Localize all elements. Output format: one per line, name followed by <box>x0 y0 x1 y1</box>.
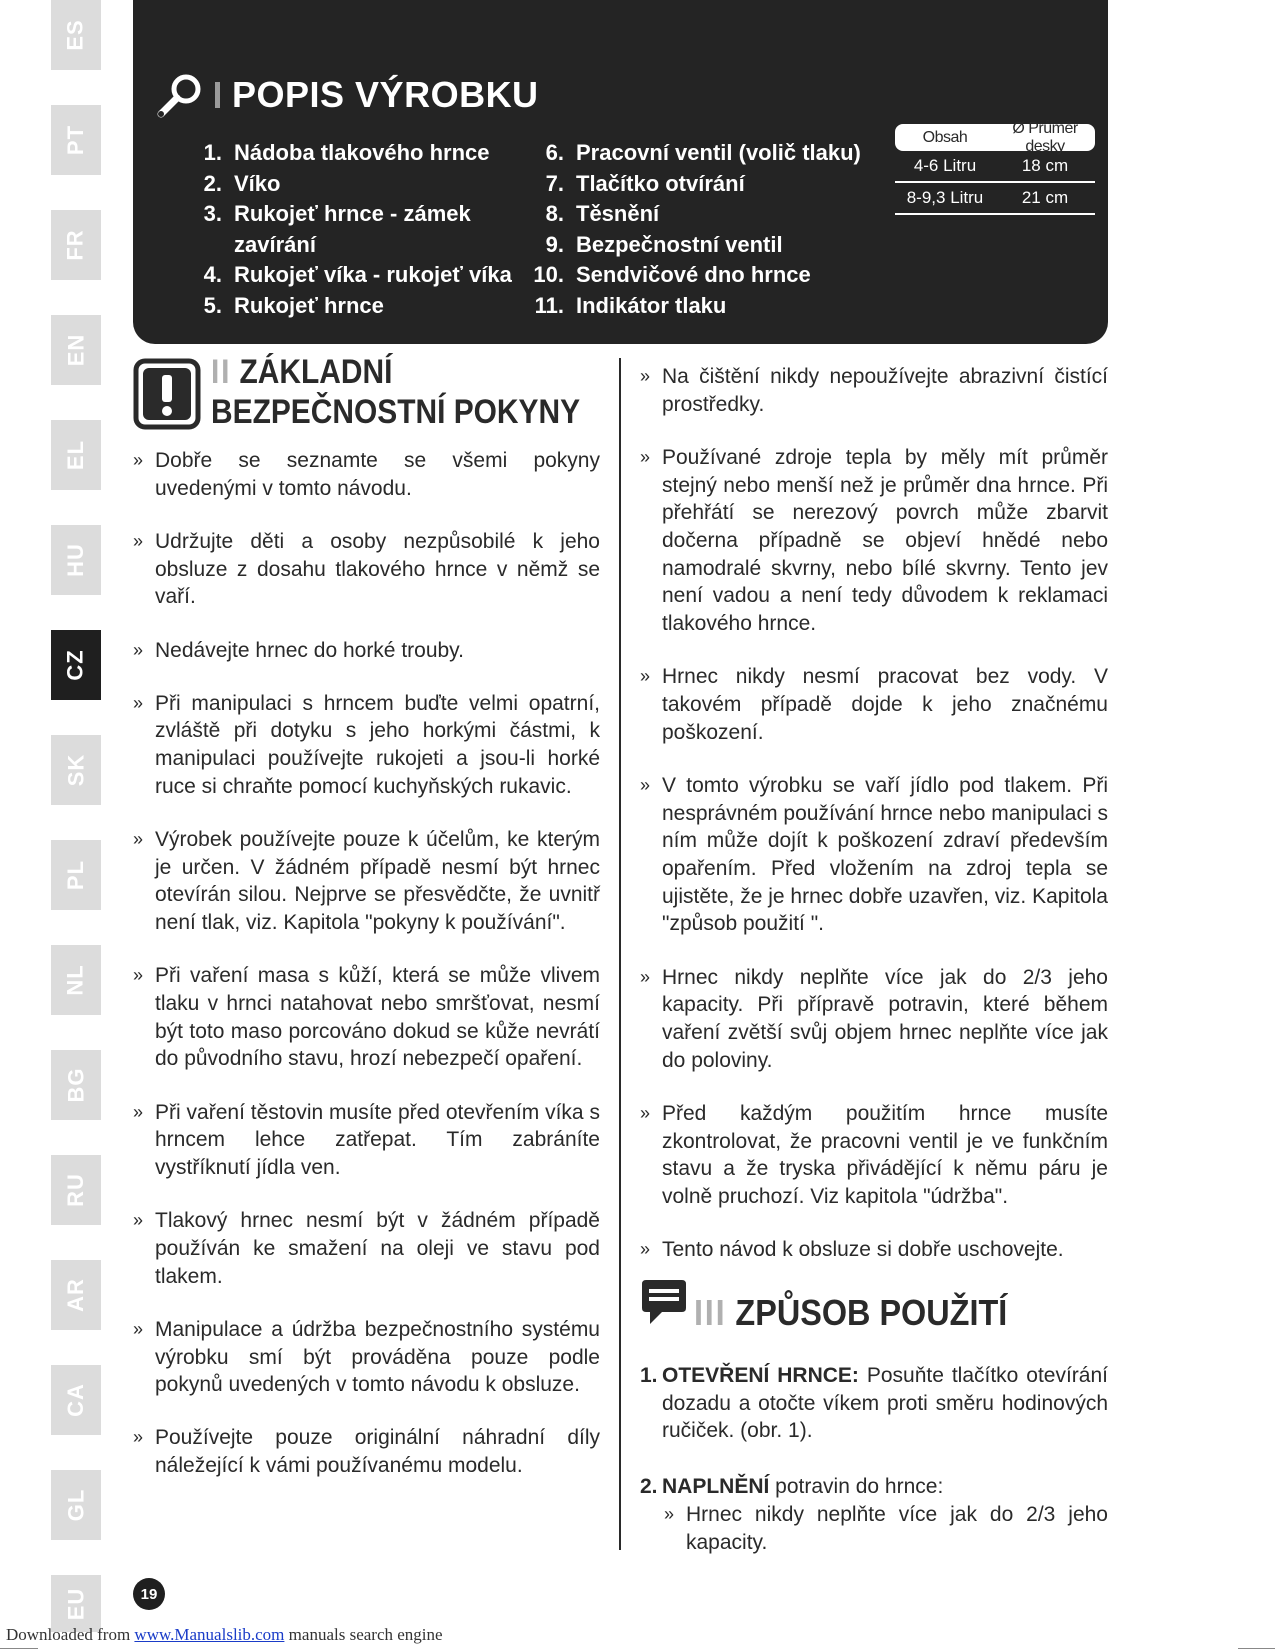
language-tab-label: SK <box>63 753 88 787</box>
language-tab-es[interactable] <box>51 0 101 70</box>
language-tab-label: EN <box>63 333 88 367</box>
usage-step-2-bullet: » Hrnec nikdy neplňte více jak do 2/3 jeho kapacity. <box>664 1501 1108 1556</box>
part-item <box>188 199 512 230</box>
parts-list-right <box>530 138 861 321</box>
part-item <box>188 138 512 169</box>
safety-item: » Tlakový hrnec nesmí být v žádném případě používán ke smažení na oleji ve stavu pod tlakem. <box>133 1207 600 1290</box>
magnifier-icon <box>155 70 205 120</box>
language-tab-en[interactable] <box>51 315 101 385</box>
language-tab-label: BG <box>63 1067 88 1103</box>
safety-list-left <box>133 447 600 1480</box>
part-item <box>530 230 861 261</box>
safety-item: » Nedávejte hrnec do horké trouby. <box>133 637 600 665</box>
part-label: Pracovní ventil (volič tlaku) <box>576 140 861 165</box>
language-tab-label: EL <box>63 439 88 471</box>
safety-item: » Dobře se seznamte se všemi pokyny uvedenými v tomto návodu. <box>133 447 600 502</box>
size-table-row <box>895 151 1095 183</box>
usage-steps <box>640 1362 1108 1556</box>
footer-suffix: manuals search engine <box>284 1625 443 1644</box>
page-number: 19 <box>133 1578 165 1610</box>
size-table-row <box>895 183 1095 215</box>
safety-item: » Při manipulaci s hrncem buďte velmi opatrní, zvláště při dotyku s jeho horkými částmi, k manipulaci používejte rukojeti a jsou-li horké ruce si chraňte pomocí kuchyňských rukavic. <box>133 690 600 801</box>
size-table-cell: 4-6 Litru <box>913 156 977 175</box>
part-item <box>530 138 861 169</box>
part-label: Těsnění <box>576 201 660 226</box>
safety-heading <box>211 352 580 432</box>
part-number: 5. <box>203 292 222 318</box>
margin-line-right <box>1238 1648 1275 1649</box>
usage-step-text: potravin do hrnce: <box>769 1475 944 1499</box>
language-tab-cz[interactable] <box>51 630 101 700</box>
language-tab-sk[interactable] <box>51 735 101 805</box>
part-number: 6. <box>545 140 564 165</box>
safety-item: » Tento návod k obsluze si dobře uschovejte. <box>640 1236 1108 1264</box>
safety-item: » Při vaření těstovin musíte před otevřením víka s hrncem lehce zatřepat. Tím zabráníte vystříknutí jídla ven. <box>133 1099 600 1182</box>
safety-item: » Hrnec nikdy neplňte více jak do 2/3 jeho kapacity. Při přípravě potravin, které během vaření zvětší svůj objem hrnec neplňte více jak do poloviny. <box>640 964 1108 1075</box>
safety-item: » Používejte pouze originální náhradní díly náležející k vámi používanému modelu. <box>133 1424 600 1479</box>
part-label: Rukojeť hrnce <box>234 292 384 318</box>
part-number: 4. <box>203 262 222 287</box>
safety-title-line2: BEZPEČNOSTNÍ POKYNY <box>211 393 581 431</box>
usage-step-1 <box>640 1362 1108 1445</box>
usage-step-title: NAPLNĚNÍ <box>662 1475 770 1499</box>
part-label: zavírání <box>234 231 316 257</box>
usage-title: ZPŮSOB POUŽITÍ <box>735 1292 1008 1333</box>
safety-item: » Před každým použitím hrnce musíte zkontrolovat, že pracovni ventil je ve funkčním stavu a že tryska přivádějící k němu páru je volně pruchozí. Viz kapitola "údržba". <box>640 1100 1108 1211</box>
safety-item: » Manipulace a údržba bezpečnostního systému výrobku smí být prováděna pouze podle pokynů uvedených v tomto návodu k obsluze. <box>133 1316 600 1399</box>
part-item <box>188 230 512 261</box>
product-description-panel <box>133 0 1108 344</box>
part-item <box>188 260 512 291</box>
language-tab-label: HU <box>63 543 88 577</box>
part-number: 9. <box>545 231 564 257</box>
usage-step-number: 2. <box>640 1475 658 1499</box>
language-tab-label: NL <box>62 964 88 996</box>
part-label: Rukojeť víka - rukojeť víka <box>234 262 512 287</box>
usage-step-title: OTEVŘENÍ HRNCE: <box>662 1364 859 1387</box>
speech-bubble-icon <box>640 1278 688 1326</box>
size-table <box>895 119 1095 215</box>
usage-step-2 <box>640 1473 1108 1501</box>
safety-title-line1: ZÁKLADNÍ <box>239 353 393 391</box>
safety-item: » Výrobek používejte pouze k účelům, ke kterým je určen. V žádném případě nesmí být hrnec otevírán silou. Nejprve se přesvědčte, že uvnitř není tlak, viz. Kapitola "pokyny k používání". <box>133 826 600 937</box>
part-number: 8. <box>545 201 564 226</box>
language-tab-label: PT <box>63 124 88 156</box>
language-tab-gl[interactable] <box>51 1470 101 1540</box>
language-tab-pl[interactable] <box>51 840 101 910</box>
language-tab-pt[interactable] <box>51 105 101 175</box>
language-tab-label: FR <box>62 229 88 261</box>
download-footer <box>6 1625 443 1645</box>
language-tab-ar[interactable] <box>51 1260 101 1330</box>
part-item <box>188 291 512 322</box>
margin-line-left <box>0 1648 38 1649</box>
usage-roman: III <box>694 1292 727 1333</box>
part-number: 7. <box>545 170 564 196</box>
safety-item: » Hrnec nikdy nesmí pracovat bez vody. V takovém případě dojde k jeho značnému poškození. <box>640 663 1108 746</box>
safety-item: » Používané zdroje tepla by měly mít průměr stejný nebo menší než je průměr dna hrnce. Při přehřátí se nerezový povrch může zbarvit dočerna případně se objeví hnědé nebo namodralé skvrny, nebo bílé skvrny. Tento jev není vadou a není tedy důvodem k reklamaci tlakového hrnce. <box>640 444 1108 638</box>
part-label: Víko <box>234 170 281 196</box>
part-label: Rukojeť hrnce - zámek <box>234 201 471 226</box>
safety-item: » Při vaření masa s kůží, která se může vlivem tlaku v hrnci natahovat nebo smršťovat, nesmí být toto maso porcováno dokud se kůže nevrátí do původního stavu, hrozí nebezpečí opaření. <box>133 962 600 1073</box>
part-label: Indikátor tlaku <box>576 292 727 318</box>
size-table-header-capacity: Obsah <box>922 128 968 146</box>
language-tab-ru[interactable] <box>51 1155 101 1225</box>
language-tab-label: AR <box>63 1278 88 1312</box>
column-divider <box>619 358 621 1550</box>
size-table-cell: 21 cm <box>1021 188 1069 207</box>
part-label: Tlačítko otvírání <box>576 170 745 196</box>
part-item <box>530 291 861 322</box>
part-number: 10. <box>533 262 564 287</box>
part-item <box>188 169 512 200</box>
part-number: 11. <box>534 292 564 318</box>
usage-step-number: 1. <box>640 1364 658 1387</box>
part-item <box>530 260 861 291</box>
language-tab-ca[interactable] <box>51 1365 101 1435</box>
size-table-cell: 8-9,3 Litru <box>906 188 984 207</box>
language-tab-label: EU <box>63 1587 88 1620</box>
size-table-header-diameter: Ø Průměr desky <box>1012 119 1078 155</box>
language-tab-fr[interactable] <box>51 210 101 280</box>
usage-heading <box>694 1292 1007 1334</box>
part-number: 2. <box>203 170 222 196</box>
language-tab-hu[interactable] <box>51 525 101 595</box>
language-tab-label: PL <box>63 859 88 891</box>
usage-step-text: Posuňte tlačítko otevírání dozadu a otočte víkem proti směru hodinových ručiček. (obr. 1). <box>662 1364 1108 1443</box>
safety-item: » V tomto výrobku se vaří jídlo pod tlakem. Při nesprávném používání hrnce nebo manipulaci s ním může dojít k poškození zdraví především opařením. Před vložením na zdroj tepla se ujistěte, že je hrnec dobře uzavřen, viz. Kapitola "způsob použití ". <box>640 772 1108 938</box>
language-tab-label: CA <box>63 1383 88 1417</box>
language-tab-label: ES <box>62 19 88 51</box>
part-item <box>530 199 861 230</box>
language-tab-label: RU <box>63 1173 88 1207</box>
language-tab-eu[interactable] <box>51 1575 101 1632</box>
language-tab-label: CZ <box>62 649 88 681</box>
heading-separator <box>215 82 220 108</box>
size-table-cell: 18 cm <box>1021 156 1069 175</box>
parts-list-left <box>188 138 512 321</box>
size-table-header <box>895 119 1095 155</box>
warning-icon <box>133 358 201 430</box>
product-description-heading <box>155 70 539 120</box>
safety-item: » Na čištění nikdy nepoužívejte abrazivní čistící prostředky. <box>640 363 1108 418</box>
language-tab-el[interactable] <box>51 420 101 490</box>
safety-list-right <box>640 363 1108 1264</box>
product-description-title: POPIS VÝROBKU <box>232 74 539 115</box>
part-label: Nádoba tlakového hrnce <box>234 140 490 165</box>
part-label: Sendvičové dno hrnce <box>576 262 811 287</box>
part-item <box>530 169 861 200</box>
part-number: 1. <box>203 140 222 165</box>
part-number: 3. <box>203 201 222 226</box>
safety-item: » Udržujte děti a osoby nezpůsobilé k jeho obsluze z dosahu tlakového hrnce v němž se vaří. <box>133 528 600 611</box>
part-label: Bezpečnostní ventil <box>576 231 783 257</box>
language-tab-bg[interactable] <box>51 1050 101 1120</box>
language-tab-nl[interactable] <box>51 945 101 1015</box>
safety-roman: II <box>211 353 232 391</box>
part-number <box>188 230 222 261</box>
footer-prefix: Downloaded from <box>6 1625 135 1644</box>
manualslib-link[interactable]: www.Manualslib.com <box>134 1625 285 1644</box>
language-tab-label: GL <box>63 1488 88 1522</box>
